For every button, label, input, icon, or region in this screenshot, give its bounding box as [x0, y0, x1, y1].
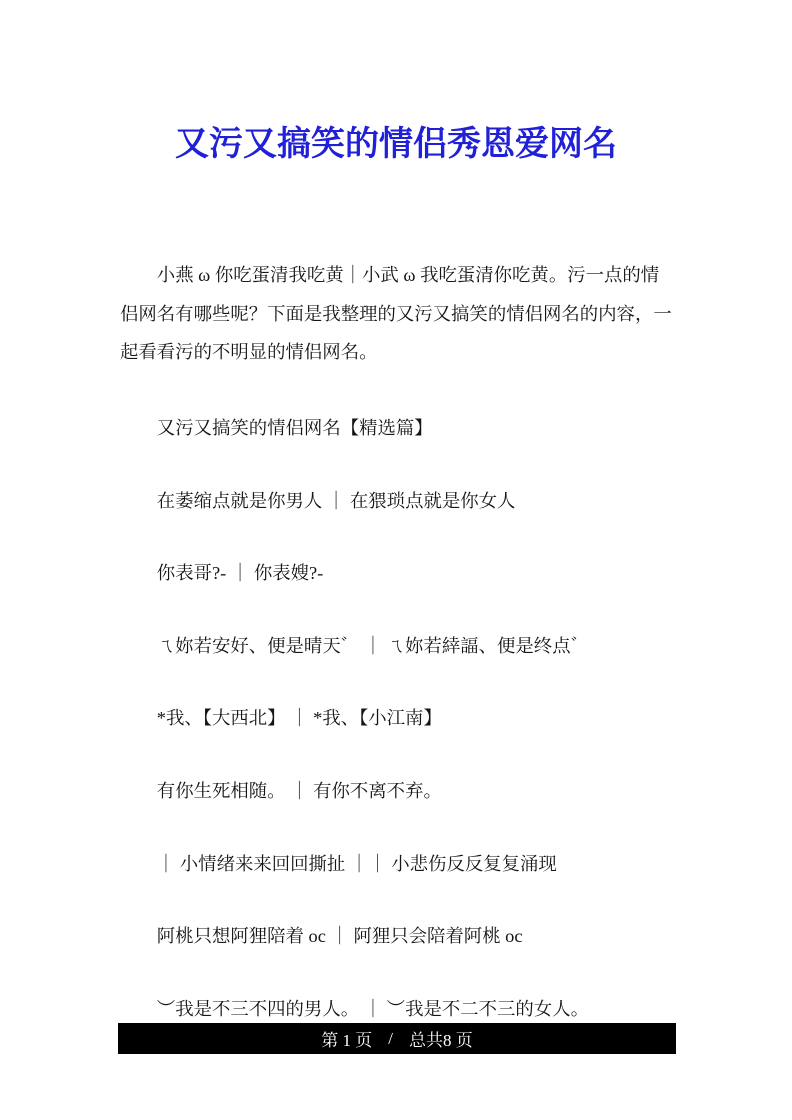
couple-name-line: *我、【大西北】 ｜ *我、【小江南】	[156, 708, 442, 728]
couple-name-line: 在萎缩点就是你男人 ｜ 在猥琐点就是你女人	[156, 491, 516, 511]
couple-name-line: ︶我是不三不四的男人。 ｜ ︶我是不二不三的女人。	[156, 999, 589, 1019]
couple-name-line: 有你生死相随。 ｜ 有你不离不弃。	[156, 781, 442, 801]
couple-name-line: ｜ 小情绪来来回回撕扯 ｜｜ 小悲伤反反复复涌现	[156, 854, 557, 874]
couple-name-line: ㄟ妳若安好、便是晴天゛ ｜ ㄟ妳若緈諨、便是终点゛	[156, 636, 589, 656]
document-title: 又污又搞笑的情侣秀恩爱网名	[175, 125, 617, 163]
current-page-label: 第 1 页	[321, 1031, 373, 1050]
intro-line: 小燕 ω 你吃蛋清我吃黄｜小武 ω 我吃蛋清你吃黄。污一点的情	[156, 265, 660, 285]
page-number-bar	[118, 1023, 676, 1054]
intro-line: 起看看污的不明显的情侣网名。	[120, 342, 378, 363]
page-separator: /	[388, 1028, 393, 1048]
total-pages-label: 总共8 页	[408, 1031, 473, 1050]
intro-paragraph	[120, 256, 676, 372]
section-heading: 又污又搞笑的情侣网名【精选篇】	[156, 418, 433, 438]
couple-name-line: 阿桃只想阿狸陪着 oc ｜ 阿狸只会陪着阿桃 oc	[156, 926, 523, 946]
intro-line: 侣网名有哪些呢？下面是我整理的又污又搞笑的情侣网名的内容，一	[120, 303, 672, 324]
couple-name-line: 你表哥?- ｜ 你表嫂?-	[156, 563, 324, 583]
